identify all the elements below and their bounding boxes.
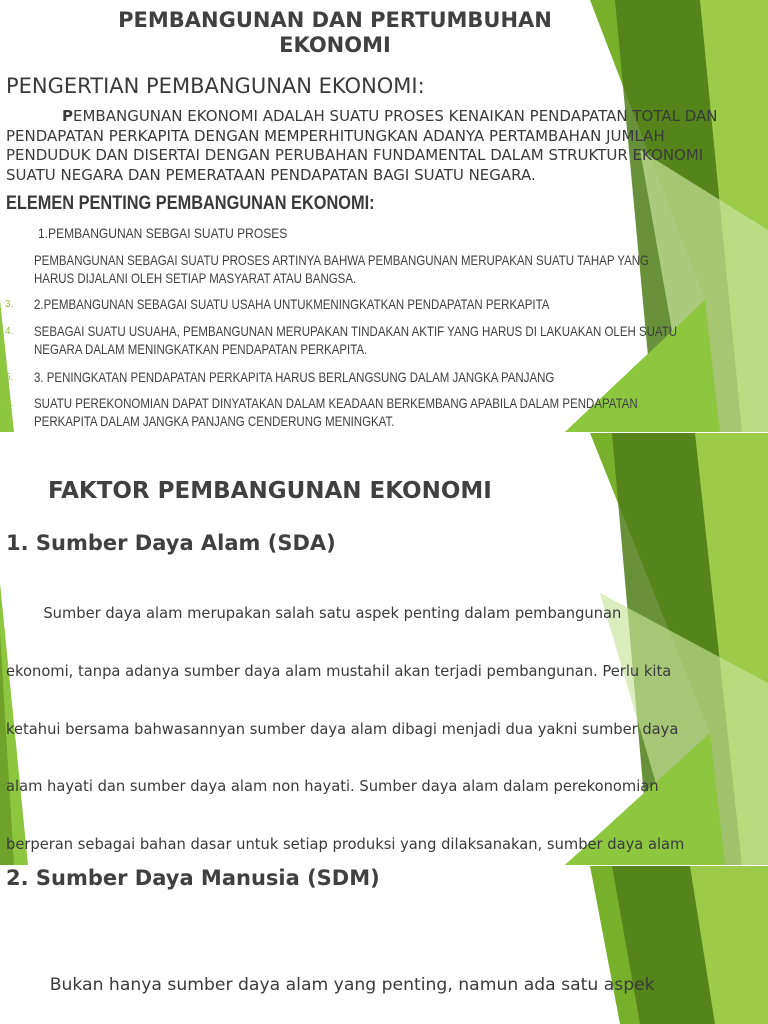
slide-title-line1: PEMBANGUNAN DAN PERTUMBUHAN <box>118 8 552 32</box>
subheading-sdm: 2. Sumber Daya Manusia (SDM) <box>6 866 380 890</box>
paragraph-line: alam hayati dan sumber daya alam non hayati. Sumber daya alam dalam perekonomian <box>6 778 659 796</box>
paragraph-line: ekonomi, tanpa adanya sumber daya alam mustahil akan terjadi pembangunan. Perlu kita <box>6 663 672 681</box>
slide-pengertian <box>0 0 768 432</box>
slide-title-line2: EKONOMI <box>279 33 391 57</box>
paragraph-line: Sumber daya alam merupakan salah satu aspek penting dalam pembangunan <box>6 605 622 623</box>
list-number: 5. <box>5 372 14 383</box>
elements-heading: ELEMEN PENTING PEMBANGUNAN EKONOMI: <box>6 193 375 214</box>
list-item-text: PEMBANGUNAN SEBAGAI SUATU PROSES ARTINYA BAHWA PEMBANGUNAN MERUPAKAN SUATU TAHAP YANG <box>34 252 649 268</box>
list-item-text: 1.PEMBANGUNAN SEBGAI SUATU PROSES <box>38 225 288 241</box>
slide-faktor <box>0 433 768 865</box>
definition-line: PENDAPATAN PERKAPITA DENGAN MEMPERHITUNGKAN ADANYA PERTAMBAHAN JUMLAH <box>6 126 665 145</box>
list-number: 6. <box>5 398 14 409</box>
list-item-text: SEBAGAI SUATU USUAHA, PEMBANGUNAN MERUPAKAN TINDAKAN AKTIF YANG HARUS DI LAKUAKAN OLEH SUATU <box>34 323 678 339</box>
slide-sdm <box>0 866 768 1024</box>
list-item <box>34 394 768 430</box>
slide-title <box>80 8 590 58</box>
list-item <box>34 322 768 358</box>
list-item-text: HARUS DIJALANI OLEH SETIAP MASYARAT ATAU BANGSA. <box>34 270 357 286</box>
list-item-text: 3. PENINGKATAN PENDAPATAN PERKAPITA HARUS BERLANGSUNG DALAM JANGKA PANJANG <box>34 369 555 385</box>
list-item-text: 2.PEMBANGUNAN SEBAGAI SUATU USAHA UNTUKMENINGKATKAN PENDAPATAN PERKAPITA <box>34 296 550 312</box>
list-item <box>38 224 328 242</box>
definition-line: SUATU NEGARA DAN PEMERATAAN PENDAPATAN BAGI SUATU NEGARA. <box>6 165 536 184</box>
paragraph-line: Bukan hanya sumber daya alam yang penting, namun ada satu aspek <box>6 975 655 995</box>
list-item-text: SUATU PEREKONOMIAN DAPAT DINYATAKAN DALAM KEADAAN BERKEMBANG APABILA DALAM PENDAPATAN <box>34 395 638 411</box>
paragraph-line: berperan sebagai bahan dasar untuk setiap produksi yang dilaksanakan, sumber daya alam <box>6 835 685 853</box>
subheading-sda: 1. Sumber Daya Alam (SDA) <box>6 531 336 555</box>
slide-title: FAKTOR PEMBANGUNAN EKONOMI <box>48 478 492 504</box>
list-item <box>34 251 768 287</box>
list-number: 4. <box>5 326 14 337</box>
list-item-text: NEGARA DALAM MENINGKATKAN PENDAPATAN PERKAPITA. <box>34 341 368 357</box>
sdm-paragraph <box>6 927 766 1024</box>
definition-line: EMBANGUNAN EKONOMI ADALAH SUATU PROSES KENAIKAN PENDAPATAN TOTAL DAN <box>73 107 718 125</box>
paragraph-line: ketahui bersama bahwasannyan sumber daya alam dibagi menjadi dua yakni sumber daya <box>6 720 679 738</box>
definition-paragraph <box>6 107 766 185</box>
section-heading: PENGERTIAN PEMBANGUNAN EKONOMI: <box>6 74 425 98</box>
sda-paragraph <box>6 566 766 865</box>
definition-first-letter: P <box>62 107 73 125</box>
list-item <box>34 295 663 313</box>
list-item <box>34 368 669 386</box>
list-number: 3. <box>5 299 14 310</box>
list-item-text: PERKAPITA DALAM JANGKA PANJANG CENDERUNG MENINGKAT. <box>34 413 395 429</box>
definition-line: PENDUDUK DAN DISERTAI DENGAN PERUBAHAN FUNDAMENTAL DALAM STRUKTUR EKONOMI <box>6 146 704 164</box>
